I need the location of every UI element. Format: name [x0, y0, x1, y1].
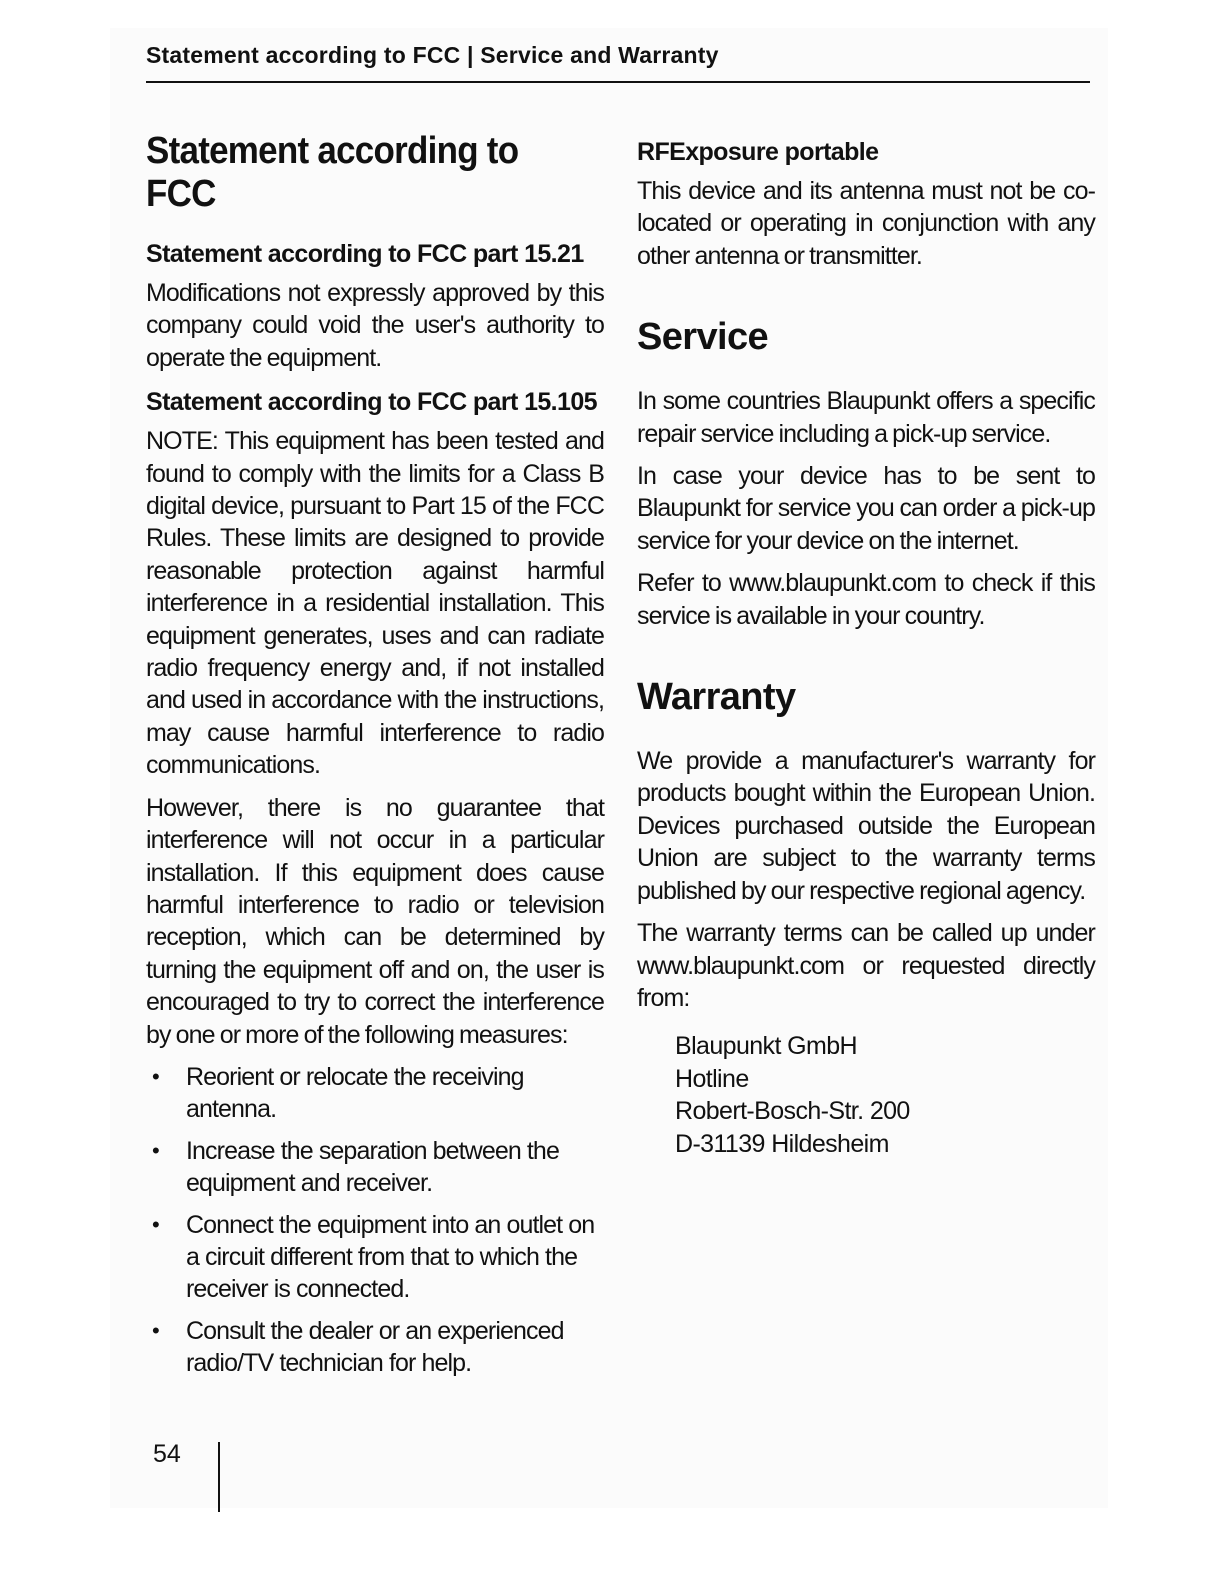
rf-exposure-heading: RFExposure portable: [637, 138, 879, 166]
page-number: 54: [153, 1440, 181, 1468]
bullet-icon: •: [152, 1063, 159, 1089]
bullet-icon: •: [152, 1211, 159, 1237]
address-line: Robert-Bosch-Str. 200: [675, 1097, 910, 1126]
service-paragraph: Refer to www.blaupunkt.com to check if this service is available in your country.: [637, 569, 1095, 630]
fcc-15-105-heading: Statement according to FCC part 15.105: [146, 388, 597, 417]
list-item: • Reorient or relocate the receiving antenna.: [152, 1062, 524, 1124]
list-item: • Connect the equipment into an outlet on a circuit different from that to which the receiver is connected.: [152, 1210, 595, 1304]
address-line: Hotline: [675, 1064, 749, 1093]
measures-list: [146, 1061, 604, 1380]
left-column: [146, 130, 604, 1389]
right-column: [637, 138, 1095, 1160]
address-line: D-31139 Hildesheim: [675, 1129, 889, 1158]
list-item: • Increase the separation between the equipment and receiver.: [152, 1136, 559, 1198]
warranty-paragraph: We provide a manufacturer's warranty for products bought within the European Union. Devices purchased outside the European Union are subject to the warranty terms published by our respective regional agency.: [637, 747, 1095, 905]
address-block: [675, 1030, 1095, 1160]
bullet-icon: •: [152, 1317, 159, 1343]
service-paragraph: In some countries Blaupunkt offers a specific repair service including a pick-up service.: [637, 387, 1095, 448]
fcc-15-105-paragraph: NOTE: This equipment has been tested and found to comply with the limits for a Class B digital device, pursuant to Part 15 of the FCC Rules. These limits are designed to provide reasonable protection against harmful interference in a residential installation. This equipment generates, uses and can radiate radio frequency energy and, if not installed and used in accordance with the instructions, may cause harmful interference to radio communications.: [146, 427, 604, 780]
list-item: • Consult the dealer or an experienced radio/TV technician for help.: [152, 1316, 564, 1378]
fcc-15-105-paragraph: However, there is no guarantee that interference will not occur in a particular installation. If this equipment does cause harmful interference to radio or television reception, which can be determined by turning the equipment off and on, the user is encouraged to try to correct the interference by one or more of the following measures:: [146, 793, 604, 1049]
address-line: Blaupunkt GmbH: [675, 1032, 857, 1061]
warranty-paragraph: The warranty terms can be called up under www.blaupunkt.com or requested directly from:: [637, 919, 1095, 1012]
warranty-title: Warranty: [637, 676, 796, 719]
service-paragraph: In case your device has to be sent to Blaupunkt for service you can order a pick-up service for your device on the internet.: [637, 462, 1095, 555]
rf-exposure-text: This device and its antenna must not be co-located or operating in conjunction with any other antenna or transmitter.: [637, 177, 1095, 270]
running-header: Statement according to FCC | Service and Warranty: [146, 42, 1090, 83]
fcc-title: Statement according to FCC: [146, 130, 519, 215]
bullet-icon: •: [152, 1137, 159, 1163]
page-number-rule: [218, 1442, 220, 1512]
fcc-15-21-text: Modifications not expressly approved by this company could void the user's authority to operate the equipment.: [146, 279, 604, 372]
fcc-15-21-heading: Statement according to FCC part 15.21: [146, 240, 584, 268]
service-title: Service: [637, 316, 769, 359]
